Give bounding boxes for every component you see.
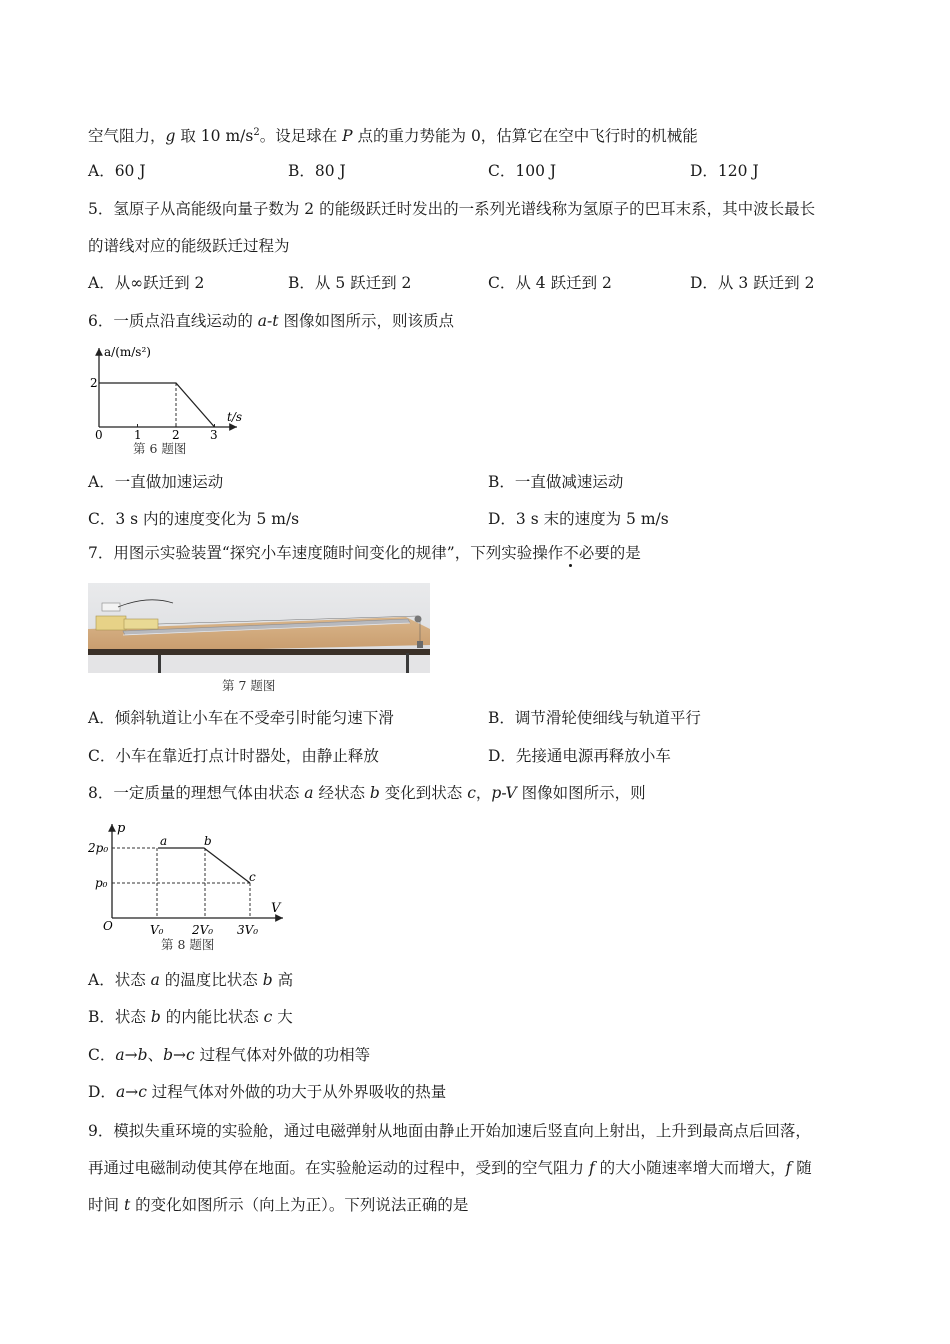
q8-figure — [85, 818, 290, 958]
var-t: t — [123, 1196, 131, 1214]
floor-background — [88, 655, 430, 673]
var-c: c — [263, 1008, 273, 1026]
var-a: a — [304, 784, 314, 802]
q8-text: 经状态 — [313, 784, 370, 802]
q9-stem-line2 — [88, 1157, 812, 1179]
q8-option-b — [88, 1006, 293, 1028]
q4-text: 空气阻力， — [88, 127, 166, 146]
var-f: f — [785, 1159, 792, 1177]
separator: 、 — [147, 1046, 164, 1064]
option-text: D． — [88, 1083, 116, 1101]
var-b: b — [137, 1046, 148, 1064]
q6-caption: 第 6 题图 — [133, 441, 187, 456]
option-text: A．状态 — [88, 971, 151, 989]
var-a-t: a-t — [257, 312, 279, 330]
exponent: 2 — [253, 127, 260, 138]
var-c: c — [138, 1083, 147, 1101]
option-text: B．状态 — [88, 1008, 151, 1026]
q8-point-c: c — [249, 870, 256, 884]
option-text: 大 — [272, 1008, 293, 1026]
arrow: → — [124, 1046, 138, 1064]
q4-text: 。设足球在 — [259, 127, 343, 146]
q6-x-label: t/s — [227, 410, 243, 424]
q8-point-a: a — [160, 834, 168, 848]
q6-option-b: B．一直做减速运动 — [488, 473, 624, 491]
q8-y-tick-p0: p₀ — [95, 876, 108, 890]
q8-p-label: p — [117, 821, 126, 836]
q7-emphasis: 不 — [563, 544, 579, 562]
q5-option-c: C．从 4 跃迁到 2 — [488, 274, 612, 292]
hanging-weight — [417, 641, 423, 648]
arrow: → — [173, 1046, 187, 1064]
q7-option-c: C．小车在靠近打点计时器处，由静止释放 — [88, 747, 379, 765]
q6-option-c: C．3 s 内的速度变化为 5 m/s — [88, 510, 300, 528]
q8-x-tick-3v0: 3V₀ — [237, 923, 259, 937]
q7-option-b: B．调节滑轮使细线与轨道平行 — [488, 709, 701, 727]
q6-y-label: a/(m/s²) — [104, 345, 151, 359]
var-g: g — [165, 127, 176, 146]
table-edge — [88, 649, 430, 655]
var-c: c — [467, 784, 476, 802]
q4-text: 点的重力势能为 0，估算它在空中飞行时的机械能 — [352, 127, 698, 146]
q4-option-b: B．80 J — [288, 162, 346, 180]
q6-y-tick-2: 2 — [90, 376, 98, 390]
q6-option-d: D．3 s 末的速度为 5 m/s — [488, 510, 669, 528]
q6-x-tick-1: 1 — [134, 428, 142, 442]
var-a: a — [115, 1083, 126, 1101]
q8-option-a — [88, 969, 293, 991]
q7-option-d: D．先接通电源再释放小车 — [488, 747, 671, 765]
option-text: 高 — [272, 971, 294, 989]
q6-series-line — [99, 383, 215, 427]
q8-y-tick-2p0: 2p₀ — [88, 841, 109, 855]
timer-device — [96, 616, 126, 630]
q6-stem — [88, 310, 454, 332]
var-p-v: p-V — [491, 784, 517, 802]
q7-text: 必要的是 — [578, 544, 641, 562]
table-leg — [406, 653, 409, 673]
var-a: a — [115, 1046, 125, 1064]
q5-option-b: B．从 5 跃迁到 2 — [288, 274, 412, 292]
q8-stem — [88, 782, 646, 804]
q4-option-d: D．120 J — [690, 162, 759, 180]
table-leg — [158, 655, 161, 673]
q6-x-tick-2: 2 — [172, 428, 180, 442]
pulley — [415, 616, 422, 623]
q8-option-c — [88, 1044, 370, 1066]
q4-option-c: C．100 J — [488, 162, 557, 180]
q4-stem-tail — [88, 122, 698, 147]
q5-stem-line2: 的谱线对应的能级跃迁过程为 — [88, 237, 290, 255]
q7-photo — [88, 583, 430, 673]
var-b: b — [163, 1046, 174, 1064]
var-a: a — [150, 971, 160, 989]
var-b: b — [150, 1008, 161, 1026]
q6-x-tick-0: 0 — [95, 428, 103, 442]
q7-caption: 第 7 题图 — [222, 678, 276, 693]
q7-text: 7．用图示实验装置“探究小车速度随时间变化的规律”，下列实验操作 — [88, 544, 564, 562]
q6-text: 图像如图所示，则该质点 — [278, 312, 454, 330]
cart — [124, 619, 158, 629]
q6-text: 6．一质点沿直线运动的 — [88, 312, 258, 330]
q8-origin: O — [103, 919, 113, 933]
q8-text: 变化到状态 — [379, 784, 468, 802]
q5-option-d: D．从 3 跃迁到 2 — [690, 274, 815, 292]
option-text: 过程气体对外做的功大于从外界吸收的热量 — [146, 1083, 447, 1101]
q8-caption: 第 8 题图 — [161, 937, 215, 952]
q8-text: ， — [475, 784, 492, 802]
q9-stem-line1: 9．模拟失重环境的实验舱，通过电磁弹射从地面由静止开始加速后竖直向上射出，上升到最高点后回落， — [88, 1122, 811, 1140]
q9-text: 的变化如图所示（向上为正）。下列说法正确的是 — [130, 1196, 469, 1214]
q4-text: 取 10 m/s — [175, 127, 254, 146]
option-text: 过程气体对外做的功相等 — [194, 1046, 371, 1064]
q5-stem-line1: 5．氢原子从高能级向量子数为 2 的能级跃迁时发出的一系列光谱线称为氢原子的巴耳末系，其中波长最长 — [88, 200, 816, 218]
q8-x-tick-v0: V₀ — [150, 923, 164, 937]
q9-text: 随 — [791, 1159, 812, 1177]
q5-option-a: A．从∞跃迁到 2 — [88, 274, 205, 292]
q6-figure — [85, 340, 255, 465]
q9-stem-line3 — [88, 1194, 468, 1216]
q8-v-label: V — [271, 901, 281, 916]
var-P: P — [342, 127, 353, 146]
q6-option-a: A．一直做加速运动 — [88, 473, 224, 491]
q8-text: 8．一定质量的理想气体由状态 — [88, 784, 305, 802]
q7-option-a: A．倾斜轨道让小车在不受牵引时能匀速下滑 — [88, 709, 394, 727]
option-text: 的温度比状态 — [159, 971, 263, 989]
q7-stem — [88, 542, 641, 564]
q8-process-line — [158, 848, 250, 883]
q9-text: 时间 — [88, 1196, 124, 1214]
var-f: f — [588, 1159, 595, 1177]
var-b: b — [262, 971, 273, 989]
power-supply — [102, 603, 120, 611]
q8-option-d — [88, 1081, 446, 1103]
q4-option-a: A．60 J — [88, 162, 146, 180]
q8-point-b: b — [204, 834, 212, 848]
option-text: C． — [88, 1046, 116, 1064]
q9-text: 的大小随速率增大而增大， — [594, 1159, 786, 1177]
q6-x-tick-3: 3 — [210, 428, 218, 442]
var-b: b — [369, 784, 380, 802]
q8-x-tick-2v0: 2V₀ — [192, 923, 214, 937]
option-text: 的内能比状态 — [160, 1008, 264, 1026]
arrow: → — [125, 1083, 139, 1101]
var-c: c — [186, 1046, 195, 1064]
q9-text: 再通过电磁制动使其停在地面。在实验舱运动的过程中，受到的空气阻力 — [88, 1159, 589, 1177]
q8-text: 图像如图所示，则 — [516, 784, 646, 802]
